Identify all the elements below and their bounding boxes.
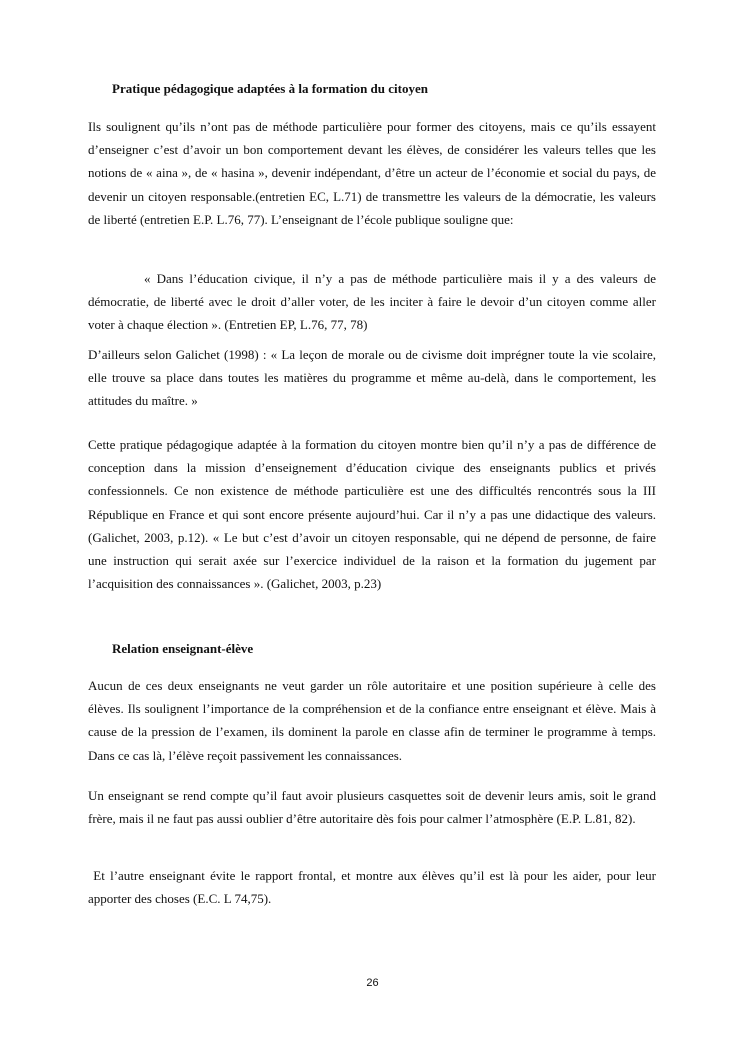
section-heading-relation: Relation enseignant-élève (112, 641, 254, 656)
page-number: 26 (366, 977, 379, 989)
rapport-frontal-text: Et l’autre enseignant évite le rapport frontal, et montre aux élèves qu’il est là pour les aider, pour leur apporter des choses (E.C. L 74,75). (88, 868, 656, 907)
quote-entretien-ep (88, 267, 656, 337)
paragraph-rapport-frontal (88, 864, 656, 910)
section-heading-pratique: Pratique pédagogique adaptées à la formation du citoyen (112, 81, 428, 96)
paragraph-galichet-1998: D’ailleurs selon Galichet (1998) : « La leçon de morale ou de civisme doit imprégner toute la vie scolaire, elle trouve sa place dans toutes les matières du programme et même au-delà, dans le comportement, les attitudes du maître. » (88, 347, 656, 409)
quote-text: « Dans l’éducation civique, il n’y a pas de méthode particulière mais il y a des valeurs de démocratie, de liberté avec le droit d’aller voter, de les inciter à faire le devoir d’un citoyen comme aller voter à chaque élection ». (Entretien EP, L.76, 77, 78) (88, 271, 656, 333)
paragraph-role-autoritaire: Aucun de ces deux enseignants ne veut garder un rôle autoritaire et une position supérieure à celle des élèves. Ils soulignent l’importance de la compréhension et de la confiance entre enseignant et élève. Mais à cause de la pression de l’examen, ils dominent la parole en classe afin de terminer le programme à temps. Dans ce cas là, l’élève reçoit passivement les connaissances. (88, 678, 656, 763)
paragraph-pratique-adaptee: Cette pratique pédagogique adaptée à la formation du citoyen montre bien qu’il n’y a pas de différence de conception dans la mission d’enseignement d’éducation civique des enseignants publics et privés confessionnels. Ce non existence de méthode particulière est une des difficultés rencontrés sous la III République en France et qui sont encore présente aujourd’hui. Car il n’y a pas une didactique des valeurs. (Galichet, 2003, p.12). « Le but c’est d’avoir un citoyen responsable, qui ne dépend de personne, de faire une instruction qui serait axée sur l’exercice individuel de la raison et la formation du jugement par l’acquisition des connaissances ». (Galichet, 2003, p.23) (88, 437, 656, 592)
paragraph-methode: Ils soulignent qu’ils n’ont pas de méthode particulière pour former des citoyens, mais ce qu’ils essayent d’enseigner c’est d’avoir un bon comportement devant les élèves, de considérer les valeurs telles que les notions de « aina », de « hasina », devenir indépendant, d’être un acteur de l’économie et social du pays, de devenir un citoyen responsable.(entretien EC, L.71) de transmettre les valeurs de la démocratie, les valeurs de liberté (entretien E.P. L.76, 77). L’enseignant de l’école publique souligne que: (88, 119, 656, 227)
paragraph-casquettes: Un enseignant se rend compte qu’il faut avoir plusieurs casquettes soit de devenir leurs amis, soit le grand frère, mais il ne faut pas aussi oublier d’être autoritaire dès fois pour calmer l’atmosphère (E.P. L.81, 82). (88, 788, 656, 827)
